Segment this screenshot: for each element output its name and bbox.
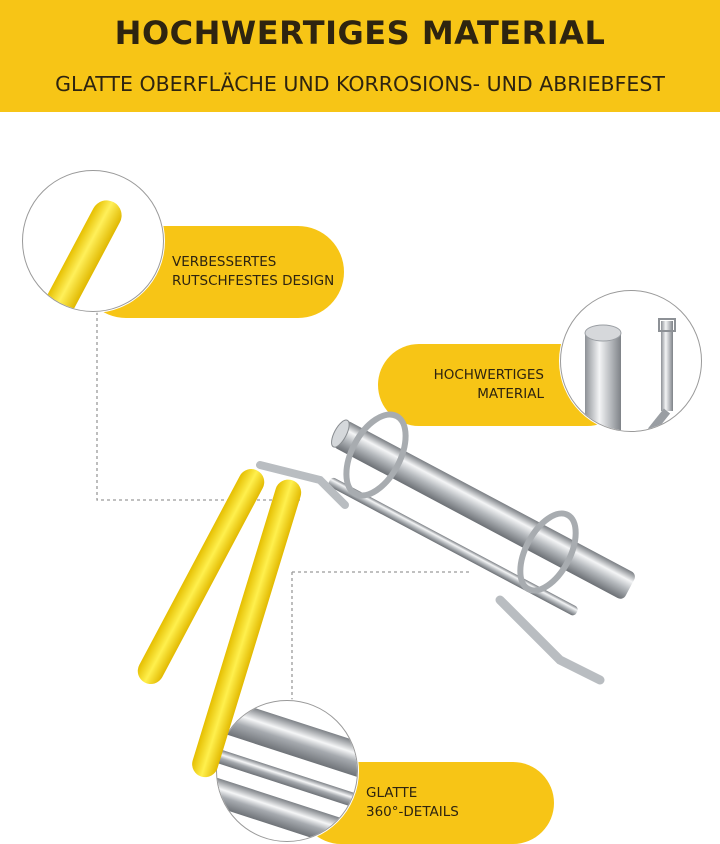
callout-anti-slip-line2: RUTSCHFESTES DESIGN bbox=[172, 273, 335, 289]
callout-anti-slip-line1: VERBESSERTES bbox=[172, 254, 277, 270]
callout-smooth-line1: GLATTE bbox=[366, 785, 418, 801]
page-title: HOCHWERTIGES MATERIAL bbox=[114, 14, 606, 52]
callout-material-line1: HOCHWERTIGES bbox=[433, 367, 544, 383]
page-subtitle: GLATTE OBERFLÄCHE UND KORROSIONS- UND ABRIEBFEST bbox=[55, 72, 665, 96]
callout-material-line2: MATERIAL bbox=[477, 386, 544, 402]
yellow-handle-2 bbox=[189, 476, 304, 780]
callout-smooth-line2: 360°-DETAILS bbox=[366, 804, 459, 820]
